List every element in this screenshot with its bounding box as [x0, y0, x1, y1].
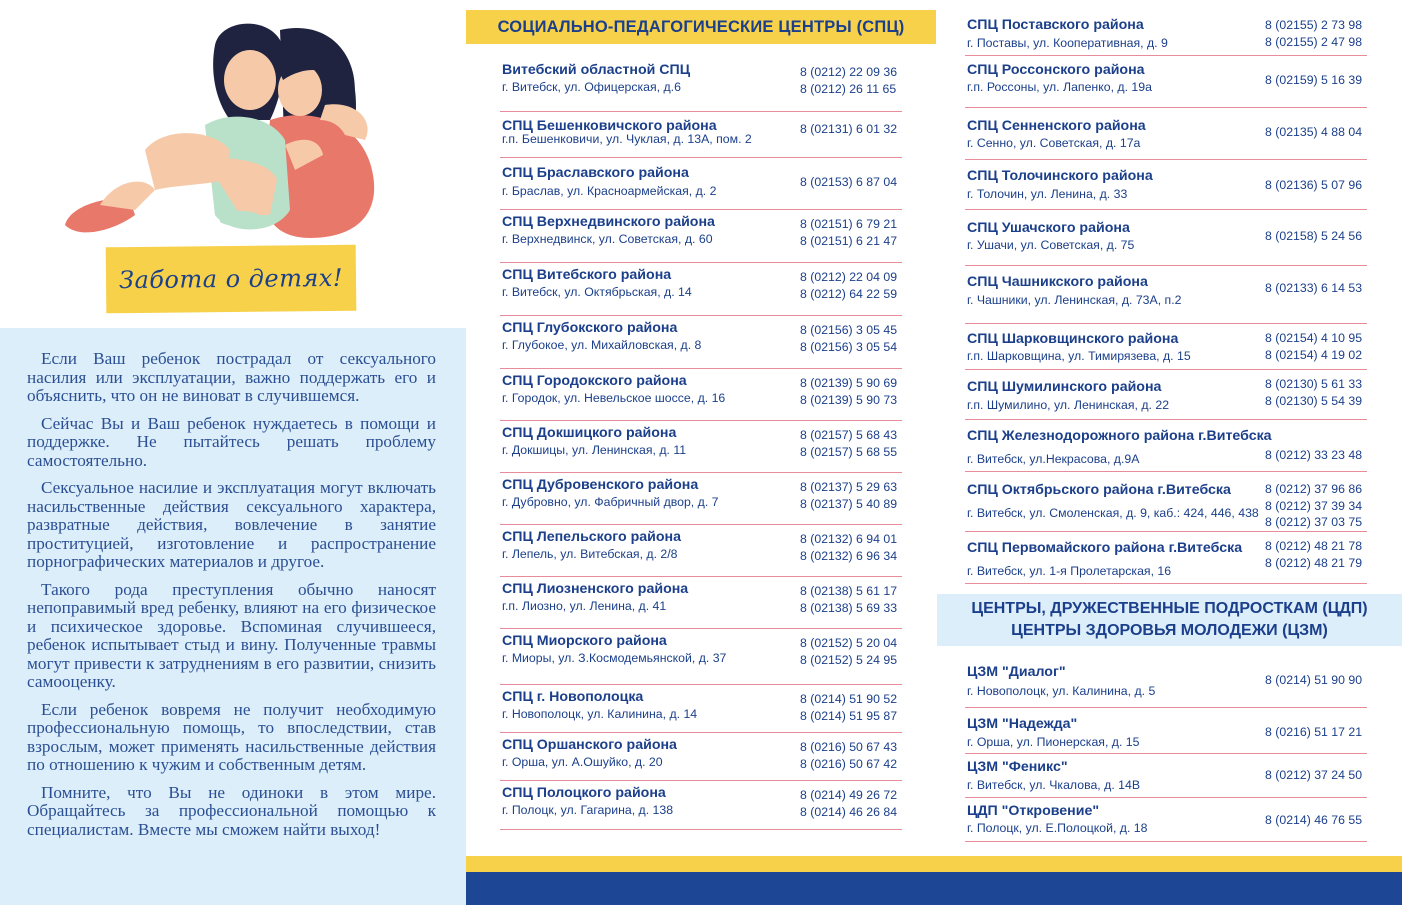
two-girls-illustration — [55, 10, 395, 250]
center-name: СПЦ Шумилинского района — [967, 379, 1162, 395]
center-address: г. Витебск, ул. Смоленская, д. 9, каб.: 424, 446, 438 — [967, 506, 1259, 520]
center-entry — [500, 685, 902, 733]
center-address: г. Толочин, ул. Ленина, д. 33 — [967, 187, 1128, 201]
center-name: СПЦ г. Новополоцка — [502, 689, 644, 705]
center-name: СПЦ Полоцкого района — [502, 785, 666, 801]
center-address: г. Лепель, ул. Витебская, д. 2/8 — [502, 547, 678, 561]
center-entry — [500, 473, 902, 525]
phone-number[interactable]: 8 (02139) 5 90 69 — [800, 376, 898, 390]
spc-section-header — [466, 10, 936, 44]
center-entry — [500, 369, 902, 421]
center-name: СПЦ Докшицкого района — [502, 425, 677, 441]
phone-number[interactable]: 8 (02158) 5 24 56 — [1265, 229, 1363, 243]
center-entry — [965, 708, 1367, 754]
center-name: СПЦ Дубровенского района — [502, 477, 699, 493]
center-phones — [1265, 280, 1362, 297]
center-address: г.п. Бешенковичи, ул. Чуклая, д. 13А, пом. 2 — [502, 132, 752, 146]
phone-number[interactable]: 8 (02130) 5 54 39 — [1265, 393, 1363, 408]
center-name: СПЦ Верхнедвинского района — [502, 214, 715, 230]
center-address: г.п. Лиозно, ул. Ленина, д. 41 — [502, 599, 667, 613]
center-name: СПЦ Бешенковичского района — [502, 118, 717, 134]
advice-paragraph: Если Ваш ребенок пострадал от сексуального насилия или эксплуатации, важно поддержать его и объяснить, что он не виноват в случившемся. — [27, 349, 436, 405]
phone-number[interactable]: 8 (0212) 22 04 09 — [800, 270, 898, 284]
phone-number[interactable]: 8 (0212) 48 21 78 — [1265, 539, 1363, 553]
phone-number[interactable]: 8 (02135) 4 88 04 — [1265, 125, 1363, 139]
phone-number[interactable]: 8 (0212) 37 24 50 — [1265, 768, 1363, 782]
center-phones — [800, 322, 897, 355]
center-phones — [1265, 447, 1362, 464]
center-address: г. Чашники, ул. Ленинская, д. 73А, п.2 — [967, 293, 1182, 307]
center-phones — [800, 479, 897, 512]
center-name: СПЦ Толочинского района — [967, 168, 1153, 184]
center-entry — [500, 577, 902, 629]
center-address: г. Браслав, ул. Красноармейская, д. 2 — [502, 184, 717, 198]
center-phones — [1265, 376, 1362, 409]
center-entry — [500, 421, 902, 473]
phone-number[interactable]: 8 (02153) 6 87 04 — [800, 175, 898, 189]
phone-number[interactable]: 8 (02154) 4 10 95 — [1265, 331, 1363, 345]
center-phones — [1265, 481, 1362, 531]
center-phones — [800, 216, 897, 249]
phone-number[interactable]: 8 (02132) 6 94 01 — [800, 532, 898, 546]
center-name: СПЦ Ушачского района — [967, 220, 1130, 236]
phone-number[interactable]: 8 (02138) 5 61 17 — [800, 584, 898, 598]
phone-number[interactable]: 8 (02154) 4 19 02 — [1265, 347, 1363, 362]
advice-paragraph: Сейчас Вы и Ваш ребенок нуждаетесь в помощи и поддержке. Не пытайтесь решать проблему самостоятельно. — [27, 413, 436, 470]
center-entry — [965, 420, 1367, 472]
center-address: г. Витебск, ул. Чкалова, д. 14В — [967, 778, 1141, 792]
phone-number[interactable]: 8 (0212) 37 39 34 — [1265, 498, 1363, 513]
center-name: СПЦ Шарковщинского района — [967, 331, 1179, 347]
center-address: г. Ушачи, ул. Советская, д. 75 — [967, 238, 1135, 252]
center-name: СПЦ Лепельского района — [502, 529, 681, 545]
phone-number[interactable]: 8 (0212) 37 03 75 — [1265, 515, 1363, 529]
center-entry — [965, 324, 1367, 370]
center-name: СПЦ Чашникского района — [967, 274, 1148, 290]
phone-number[interactable]: 8 (0214) 51 90 52 — [800, 692, 898, 706]
center-entry — [500, 58, 902, 112]
center-address: г. Городок, ул. Невельское шоссе, д. 16 — [502, 391, 726, 405]
center-address: г. Дубровно, ул. Фабричный двор, д. 7 — [502, 495, 719, 509]
center-phones — [800, 531, 897, 564]
center-name: ЦЗМ "Феникс" — [967, 759, 1068, 775]
center-address: г. Поставы, ул. Кооперативная, д. 9 — [967, 36, 1168, 50]
center-name: СПЦ Глубокского района — [502, 320, 678, 336]
center-address: г. Миоры, ул. З.Космодемьянской, д. 37 — [502, 651, 727, 665]
center-name: СПЦ Октябрьского района г.Витебска — [967, 482, 1231, 498]
center-name: СПЦ Браславского района — [502, 165, 689, 181]
center-entry — [500, 781, 902, 830]
footer-blue-stripe — [466, 872, 1402, 905]
center-address: г. Витебск, ул. 1-я Пролетарская, 16 — [967, 564, 1172, 578]
center-entry — [500, 316, 902, 369]
phone-number[interactable]: 8 (0212) 64 22 59 — [800, 286, 898, 301]
phone-number[interactable]: 8 (02136) 5 07 96 — [1265, 178, 1363, 192]
center-name: СПЦ Поставского района — [967, 17, 1144, 33]
center-entry — [500, 629, 902, 685]
center-address: г. Витебск, ул. Офицерская, д.6 — [502, 80, 681, 94]
center-name: СПЦ Витебского района — [502, 267, 672, 283]
center-address: г. Орша, ул. Пионерская, д. 15 — [967, 735, 1140, 749]
spc-header-text: СОЦИАЛЬНО-ПЕДАГОГИЧЕСКИЕ ЦЕНТРЫ (СПЦ) — [497, 17, 905, 36]
center-phones — [1265, 177, 1362, 194]
phone-number[interactable]: 8 (02132) 6 96 34 — [800, 548, 898, 563]
center-entry — [965, 108, 1367, 160]
center-phones — [800, 64, 897, 97]
advice-paragraph: Такого рода преступления обычно наносят непоправимый вред ребенку, влияют на его физическое и психическое здоровье. Вспоминая случившееся, ребенок испытывает стыд и вину. Полученные травмы могут привести к затруднениям в его развитии, снизить самооценку. — [27, 579, 436, 691]
phone-number[interactable]: 8 (02157) 5 68 55 — [800, 444, 898, 459]
center-phones — [1265, 812, 1362, 829]
phone-number[interactable]: 8 (02151) 6 79 21 — [800, 217, 898, 231]
center-name: СПЦ Сенненского района — [967, 118, 1146, 134]
center-address: г. Витебск, ул.Некрасова, д.9А — [967, 452, 1140, 466]
phone-number[interactable]: 8 (0214) 46 76 55 — [1265, 813, 1363, 827]
phone-number[interactable]: 8 (02131) 6 01 32 — [800, 122, 898, 136]
advice-paragraph: Помните, что Вы не одиноки в этом мире. Обращайтесь за профессиональной помощью к специалистам. Вместе мы сможем найти выход! — [27, 782, 436, 839]
youth-header-line2: ЦЕНТРЫ ЗДОРОВЬЯ МОЛОДЕЖИ (ЦЗМ) — [1011, 622, 1328, 639]
center-phones — [800, 269, 897, 302]
center-entry — [500, 733, 902, 781]
phone-number[interactable]: 8 (02156) 3 05 45 — [800, 323, 898, 337]
care-banner — [106, 245, 357, 314]
center-name: СПЦ Железнодорожного района г.Витебска — [967, 428, 1272, 444]
center-name: ЦЗМ "Надежда" — [967, 716, 1078, 732]
phone-number[interactable]: 8 (02156) 3 05 54 — [800, 339, 898, 354]
center-phones — [1265, 17, 1362, 50]
phone-number[interactable]: 8 (0214) 49 26 72 — [800, 788, 898, 802]
phone-number[interactable]: 8 (0216) 50 67 43 — [800, 740, 898, 754]
center-entry — [965, 266, 1367, 324]
center-phones — [800, 635, 897, 668]
center-entry — [500, 112, 902, 158]
center-phones — [1265, 538, 1362, 571]
phone-number[interactable]: 8 (02155) 2 73 98 — [1265, 18, 1363, 32]
banner-text: Забота о детях! — [118, 263, 344, 295]
center-entry — [965, 656, 1367, 708]
phone-number[interactable]: 8 (02155) 2 47 98 — [1265, 34, 1363, 49]
center-name: СПЦ Миорского района — [502, 633, 667, 649]
center-name: СПЦ Оршанского района — [502, 737, 677, 753]
phone-number[interactable]: 8 (02130) 5 61 33 — [1265, 377, 1363, 391]
center-name: СПЦ Лиозненского района — [502, 581, 689, 597]
phone-number[interactable]: 8 (02151) 6 21 47 — [800, 233, 898, 248]
center-address: г. Новополоцк, ул. Калинина, д. 5 — [967, 684, 1156, 698]
phone-number[interactable]: 8 (0212) 48 21 79 — [1265, 555, 1363, 570]
center-address: г. Полоцк, ул. Гагарина, д. 138 — [502, 803, 674, 817]
center-phones — [1265, 672, 1362, 689]
center-entry — [965, 210, 1367, 266]
center-entry — [500, 263, 902, 316]
advice-paragraph: Сексуальное насилие и эксплуатация могут включать насильственные действия сексуального характера, развратные действия, вовлечение в занятие проституцией, изготовление и распространение порнографических материалов и другое. — [27, 478, 436, 571]
phone-number[interactable]: 8 (02137) 5 40 89 — [800, 496, 898, 511]
center-entry — [500, 525, 902, 577]
center-phones — [800, 174, 897, 191]
center-address: г. Сенно, ул. Советская, д. 17а — [967, 136, 1141, 150]
center-phones — [1265, 724, 1362, 741]
center-entry — [500, 158, 902, 210]
center-address: г. Полоцк, ул. Е.Полоцкой, д. 18 — [967, 821, 1148, 835]
phone-number[interactable]: 8 (02157) 5 68 43 — [800, 428, 898, 442]
center-address: г. Докшицы, ул. Ленинская, д. 11 — [502, 443, 687, 457]
center-phones — [800, 787, 897, 820]
center-entry — [965, 754, 1367, 798]
phone-number[interactable]: 8 (02152) 5 24 95 — [800, 652, 898, 667]
center-name: ЦДП "Откровение" — [967, 803, 1100, 819]
center-address: г.п. Шумилино, ул. Ленинская, д. 22 — [967, 398, 1170, 412]
advice-paragraph: Если ребенок вовремя не получит необходимую профессиональную помощь, то впоследствии, став взрослым, может применять насильственные действия по отношению к чужим и собственным детям. — [27, 699, 436, 774]
phone-number[interactable]: 8 (0212) 22 09 36 — [800, 65, 898, 79]
phone-number[interactable]: 8 (02138) 5 69 33 — [800, 600, 898, 615]
center-phones — [1265, 72, 1362, 89]
center-phones — [800, 375, 897, 408]
center-phones — [800, 121, 897, 138]
center-address: г. Новополоцк, ул. Калинина, д. 14 — [502, 707, 698, 721]
phone-number[interactable]: 8 (0216) 51 17 21 — [1265, 725, 1363, 739]
footer-yellow-stripe — [466, 856, 1402, 872]
phone-number[interactable]: 8 (0214) 51 90 90 — [1265, 673, 1363, 687]
phone-number[interactable]: 8 (0214) 51 95 87 — [800, 708, 898, 723]
center-address: г.п. Россоны, ул. Лапенко, д. 19а — [967, 80, 1152, 94]
center-phones — [800, 739, 897, 772]
phone-number[interactable]: 8 (0212) 33 23 48 — [1265, 448, 1363, 462]
center-phones — [800, 691, 897, 724]
center-phones — [1265, 124, 1362, 141]
youth-header-line1: ЦЕНТРЫ, ДРУЖЕСТВЕННЫЕ ПОДРОСТКАМ (ЦДП) — [971, 600, 1368, 617]
center-entry — [965, 472, 1367, 532]
phone-number[interactable]: 8 (0212) 26 11 65 — [800, 81, 897, 96]
center-address: г.п. Шарковщина, ул. Тимирязева, д. 15 — [967, 349, 1191, 363]
phone-number[interactable]: 8 (02159) 5 16 39 — [1265, 73, 1363, 87]
center-name: СПЦ Городокского района — [502, 373, 687, 389]
center-address: г. Орша, ул. А.Ошуйко, д. 20 — [502, 755, 663, 769]
center-phones — [1265, 767, 1362, 784]
center-entry — [965, 370, 1367, 420]
center-address: г. Верхнедвинск, ул. Советская, д. 60 — [502, 232, 713, 246]
phone-number[interactable]: 8 (0214) 46 26 84 — [800, 804, 898, 819]
youth-section-header — [937, 594, 1402, 646]
center-phones — [800, 427, 897, 460]
center-phones — [800, 583, 897, 616]
center-entry — [965, 10, 1367, 56]
center-entry — [965, 532, 1367, 584]
center-entry — [965, 56, 1367, 108]
phone-number[interactable]: 8 (02133) 6 14 53 — [1265, 281, 1363, 295]
phone-number[interactable]: 8 (0212) 37 96 86 — [1265, 482, 1363, 496]
center-name: Витебский областной СПЦ — [502, 62, 691, 78]
phone-number[interactable]: 8 (02139) 5 90 73 — [800, 392, 898, 407]
center-address: г. Витебск, ул. Октябрьская, д. 14 — [502, 285, 692, 299]
center-name: СПЦ Россонского района — [967, 62, 1145, 78]
center-entry — [500, 210, 902, 263]
advice-panel — [0, 328, 466, 905]
center-entry — [965, 798, 1367, 842]
center-phones — [1265, 228, 1362, 245]
phone-number[interactable]: 8 (02152) 5 20 04 — [800, 636, 898, 650]
center-address: г. Глубокое, ул. Михайловская, д. 8 — [502, 338, 702, 352]
phone-number[interactable]: 8 (0216) 50 67 42 — [800, 756, 898, 771]
center-name: СПЦ Первомайского района г.Витебска — [967, 540, 1243, 556]
phone-number[interactable]: 8 (02137) 5 29 63 — [800, 480, 898, 494]
center-name: ЦЗМ "Диалог" — [967, 664, 1066, 680]
center-entry — [965, 160, 1367, 210]
center-phones — [1265, 330, 1362, 363]
